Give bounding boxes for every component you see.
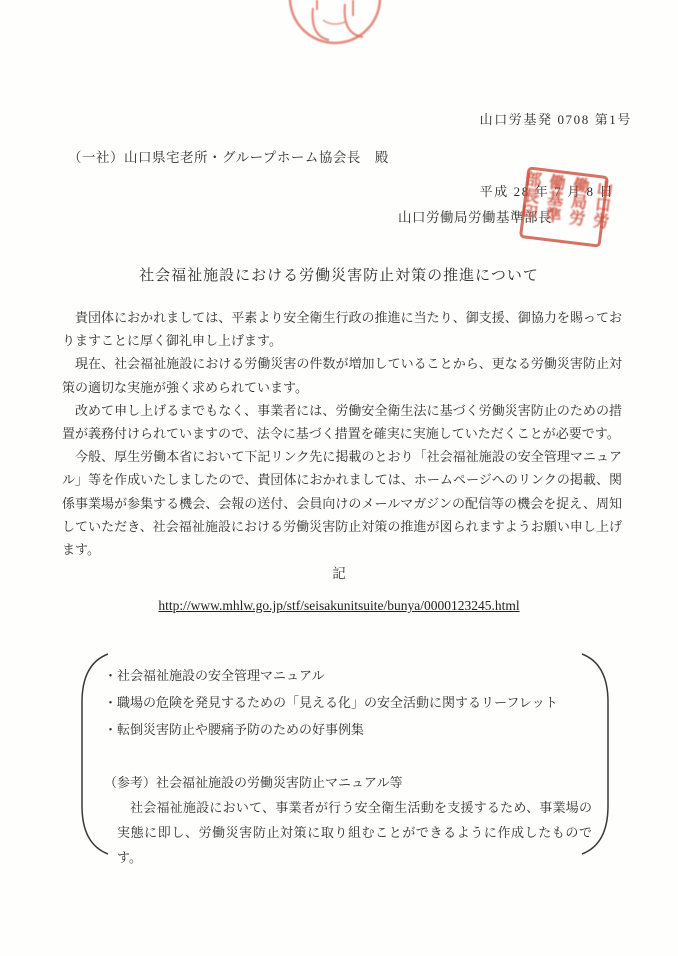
reference-heading: （参考）社会福祉施設の労働災害防止マニュアル等 [104,775,403,790]
attachment-content [104,662,592,870]
official-seal-stamp-icon [518,166,613,247]
document-date: 平成 28 年 7 月 8 日 [479,184,615,199]
round-receipt-stamp-icon [283,0,393,50]
link-line [0,598,678,614]
paragraph: 貴団体におかれましては、平素より安全衛生行政の推進に当たり、御支援、御協力を賜っておりますことに厚く御礼申し上げます。 [62,310,622,349]
record-marker: 記 [332,566,346,581]
attachment-item: ・職場の危険を発見するための「見える化」の安全活動に関するリーフレット [104,695,558,710]
paragraph: 現在、社会福祉施設における労働災害の件数が増加していることから、更なる労働災害防止対策の適切な実施が強く求められています。 [62,356,622,395]
sender-title: 山口労働局労働基準部長 [398,210,552,225]
official-seal-text: 山口労働局労働基準部長印 [518,169,613,230]
document-number: 山口労基発 0708 第1号 [479,112,632,127]
reference-body: 社会福祉施設において、事業者が行う安全衛生活動を支援するため、事業場の実態に即し、労働災害防止対策に取り組むことができるように作成したものです。 [117,800,592,865]
body-text [62,306,622,561]
mhlw-link[interactable]: http://www.mhlw.go.jp/stf/seisakunitsuite/bunya/0000123245.html [158,598,520,613]
paragraph: 今般、厚生労働本省において下記リンク先に掲載のとおり「社会福祉施設の安全管理マニュアル」等を作成いたしましたので、貴団体におかれましては、ホームページへのリンクの掲載、関係事業場が参集する機会、会報の送付、会員向けのメールマガジンの配信等の機会を捉え、周知していただき、社会福祉施設における労働災害防止対策の推進が図られますようお願い申し上げます。 [62,449,622,558]
attachment-item: ・転倒災害防止や腰痛予防のための好事例集 [104,722,365,737]
addressee-line: （一社）山口県宅老所・グループホーム協会長 殿 [68,150,389,165]
subject-title: 社会福祉施設における労働災害防止対策の推進について [139,268,539,284]
attachment-item: ・社会福祉施設の安全管理マニュアル [104,668,325,683]
paragraph: 改めて申し上げるまでもなく、事業者には、労働安全衛生法に基づく労働災害防止のための措置が義務付けられていますので、法令に基づく措置を確実に実施していただくことが必要です。 [62,402,622,442]
attachment-section [78,650,612,865]
